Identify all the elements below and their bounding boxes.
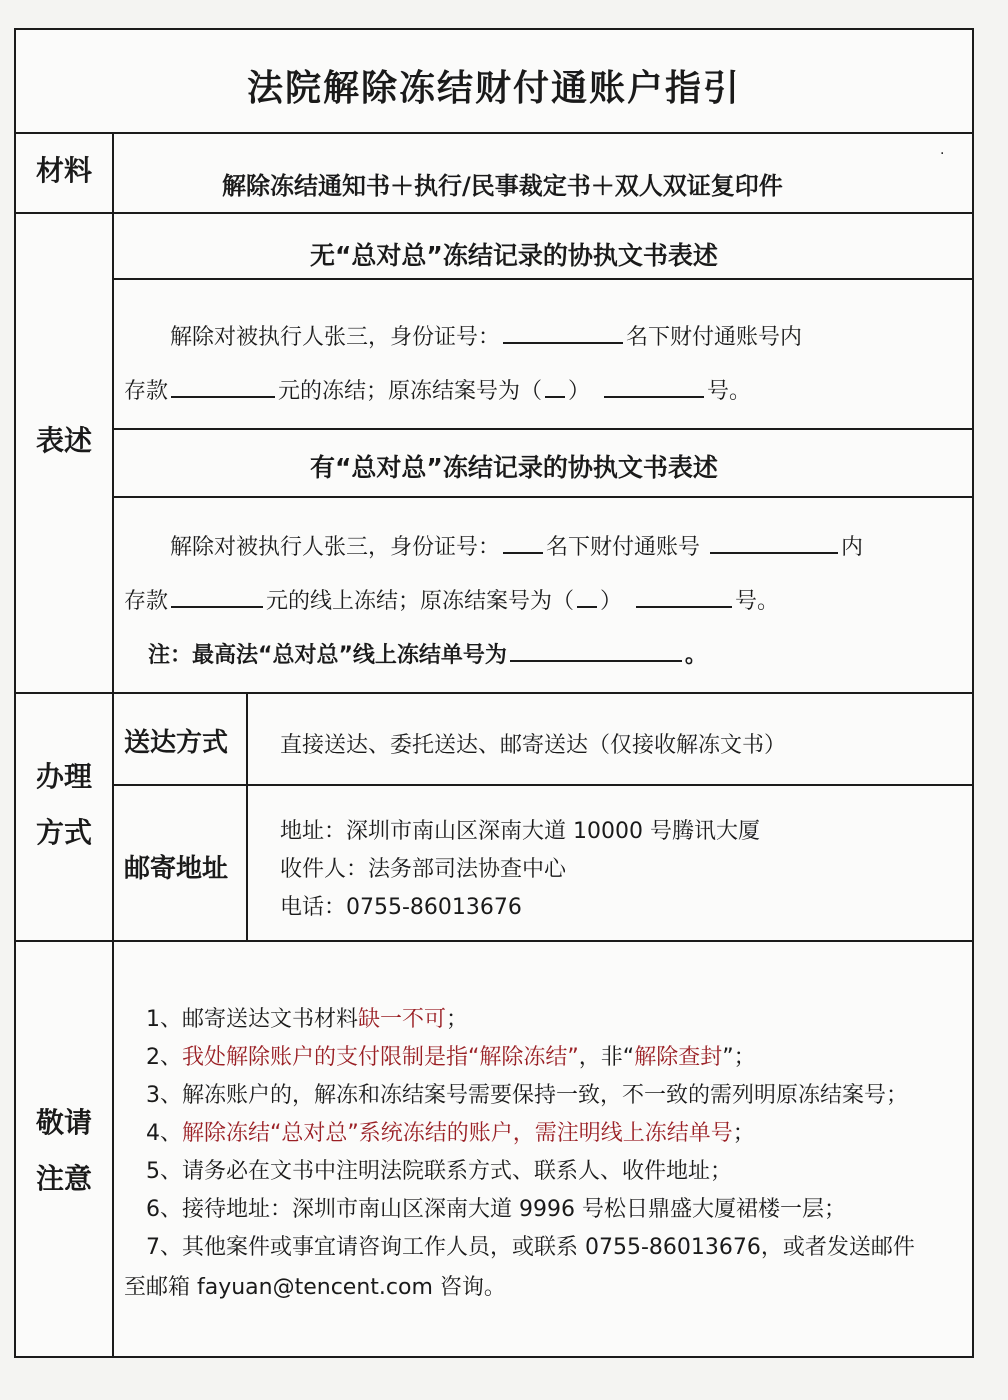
divider bbox=[112, 784, 972, 786]
with-record-line2-close: ） bbox=[600, 589, 623, 614]
handling-label-line1: 办理 bbox=[35, 760, 92, 793]
mail-address: 地址：深圳市南山区深南大道 10000 号腾讯大厦 bbox=[280, 819, 760, 844]
mail-recipient: 收件人：法务部司法协查中心 bbox=[280, 857, 567, 882]
divider bbox=[246, 692, 248, 940]
page-title: 法院解除冻结财付通账户指引 bbox=[246, 68, 741, 109]
with-record-heading: 有“总对总”冻结记录的协执文书表述 bbox=[310, 453, 718, 482]
with-record-line1-text-b: 名下财付通账号 bbox=[546, 535, 701, 560]
with-record-line1-text-c: 内 bbox=[841, 535, 864, 560]
divider bbox=[16, 692, 972, 694]
note-item-5: 5、请务必在文书中注明法院联系方式、联系人、收件地址； bbox=[146, 1159, 732, 1184]
divider bbox=[112, 132, 114, 1356]
id-number-blank bbox=[503, 324, 623, 344]
no-record-line2-end: 号。 bbox=[707, 379, 752, 404]
no-record-line2-close: ） bbox=[568, 379, 591, 404]
online-freeze-note bbox=[148, 638, 707, 669]
note-item-7: 7、其他案件或事宜请咨询工作人员，或联系 0755-86013676，或者发送邮件 bbox=[146, 1235, 915, 1260]
divider bbox=[16, 132, 972, 134]
note-item-3: 3、解冻账户的，解冻和冻结案号需要保持一致，不一致的需列明原冻结案号； bbox=[146, 1083, 908, 1108]
freeze-order-blank bbox=[510, 642, 682, 662]
no-record-line2 bbox=[124, 374, 751, 405]
note-item-4 bbox=[146, 1116, 755, 1147]
account-blank bbox=[710, 534, 838, 554]
with-record-line2-end: 号。 bbox=[735, 589, 780, 614]
divider bbox=[112, 278, 972, 280]
deposit-label: 存款 bbox=[124, 589, 169, 614]
note-item-2 bbox=[146, 1040, 756, 1071]
dot-mark: · bbox=[940, 146, 945, 162]
note-2-num: 2、 bbox=[146, 1045, 182, 1070]
materials-label: 材料 bbox=[35, 154, 92, 187]
case-year-blank bbox=[577, 588, 597, 608]
notes-label-line1: 敬请 bbox=[35, 1106, 92, 1139]
divider bbox=[16, 940, 972, 942]
mail-phone: 电话：0755-86013676 bbox=[280, 895, 522, 920]
note-4-num: 4、 bbox=[146, 1121, 182, 1146]
id-number-blank bbox=[503, 534, 543, 554]
note-2-emphasis-b: 解除查封 bbox=[634, 1045, 723, 1070]
note-end: 。 bbox=[684, 643, 707, 668]
note-item-7-cont: 至邮箱 fayuan@tencent.com 咨询。 bbox=[124, 1275, 506, 1300]
with-record-line1 bbox=[170, 530, 863, 561]
with-record-line1-text: 解除对被执行人张三，身份证号： bbox=[170, 535, 501, 560]
mail-address-label: 邮寄地址 bbox=[124, 854, 229, 884]
delivery-method-value: 直接送达、委托送达、邮寄送达（仅接收解冻文书） bbox=[280, 733, 787, 758]
note-1-text: 1、邮寄送达文书材料 bbox=[146, 1007, 358, 1032]
handling-label-line2: 方式 bbox=[35, 816, 92, 849]
with-record-line2-text: 元的线上冻结；原冻结案号为（ bbox=[266, 589, 575, 614]
statement-label: 表述 bbox=[35, 424, 92, 457]
delivery-method-label: 送达方式 bbox=[124, 728, 229, 758]
note-item-1 bbox=[146, 1002, 468, 1033]
note-text: 注：最高法“总对总”线上冻结单号为 bbox=[148, 643, 507, 668]
no-record-line2-text: 元的冻结；原冻结案号为（ bbox=[278, 379, 543, 404]
note-1-emphasis: 缺一不可 bbox=[358, 1007, 447, 1032]
case-year-blank bbox=[545, 378, 565, 398]
note-4-end: ； bbox=[732, 1121, 755, 1146]
materials-content: 解除冻结通知书＋执行/民事裁定书＋双人双证复印件 bbox=[222, 172, 783, 200]
notes-label-line2: 注意 bbox=[35, 1162, 92, 1195]
note-2-emphasis: 我处解除账户的支付限制是指“解除冻结” bbox=[182, 1045, 579, 1070]
case-number-blank bbox=[604, 378, 704, 398]
deposit-label: 存款 bbox=[124, 379, 169, 404]
amount-blank bbox=[171, 378, 275, 398]
divider bbox=[112, 428, 972, 430]
no-record-line1 bbox=[170, 320, 802, 351]
with-record-line2 bbox=[124, 584, 779, 615]
divider bbox=[16, 212, 972, 214]
note-4-emphasis: 解除冻结“总对总”系统冻结的账户，需注明线上冻结单号 bbox=[182, 1121, 733, 1146]
note-2-end: ”； bbox=[722, 1045, 756, 1070]
case-number-blank bbox=[636, 588, 732, 608]
no-record-line1-text: 解除对被执行人张三，身份证号： bbox=[170, 325, 501, 350]
divider bbox=[112, 496, 972, 498]
note-2-text: ，非“ bbox=[578, 1045, 635, 1070]
note-1-end: ； bbox=[446, 1007, 469, 1032]
note-item-6: 6、接待地址：深圳市南山区深南大道 9996 号松日鼎盛大厦裙楼一层； bbox=[146, 1197, 846, 1222]
guide-document bbox=[14, 28, 974, 1358]
amount-blank bbox=[171, 588, 263, 608]
no-record-line1-text-b: 名下财付通账号内 bbox=[626, 325, 803, 350]
no-record-heading: 无“总对总”冻结记录的协执文书表述 bbox=[310, 241, 718, 270]
